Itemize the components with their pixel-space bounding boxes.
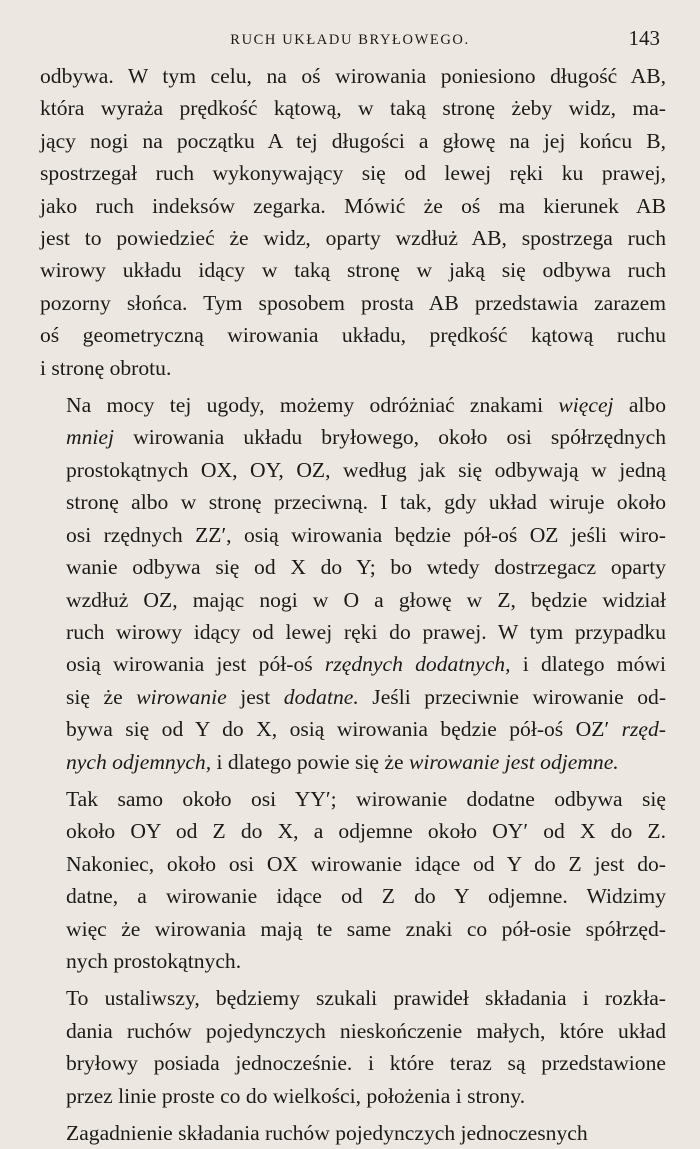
text-line <box>40 584 666 616</box>
text-line <box>40 190 666 222</box>
text-line <box>40 648 666 680</box>
italic-run: dodatne. <box>283 684 359 709</box>
italic-run: więcej <box>558 393 614 418</box>
text-line <box>40 60 666 92</box>
text-line <box>40 519 666 551</box>
text-run: datne, a wirowanie idące od Z do Y odjemne. Widzimy <box>66 884 666 909</box>
italic-run: mniej <box>66 425 114 450</box>
text-line <box>40 913 666 945</box>
text-line <box>40 157 666 189</box>
text-run: jący nogi na początku A tej długości a głowę na jej końcu B, <box>40 128 666 153</box>
text-line <box>40 746 666 778</box>
text-line <box>40 551 666 583</box>
text-run: osią wirowania jest pół-oś <box>66 652 325 677</box>
text-run: przez linie proste co do wielkości, położenia i strony. <box>66 1083 526 1108</box>
text-line <box>40 713 666 745</box>
paragraph <box>40 982 666 1112</box>
text-run: jest to powiedzieć że widz, oparty wzdłuż AB, spostrzega ruch <box>40 226 666 251</box>
text-run: bryłowy posiada jednocześnie. i które teraz są przedstawione <box>66 1051 666 1076</box>
text-run: nych prostokątnych. <box>66 948 242 973</box>
text-run: Zagadnienie składania ruchów pojedynczych jednoczesnych <box>66 1121 588 1145</box>
text-line <box>40 1117 666 1149</box>
text-line <box>40 1080 666 1112</box>
text-run: pozorny słońca. Tym sposobem prosta AB przedstawia zarazem <box>40 290 666 315</box>
text-run: Tak samo około osi YY′; wirowanie dodatne odbywa się <box>66 786 666 811</box>
italic-run: rzędnych dodatnych, <box>324 652 511 677</box>
text-line <box>40 352 666 384</box>
text-run: Na mocy tej ugody, możemy odróżniać znakami <box>66 393 559 418</box>
italic-run: wirowanie <box>136 684 227 709</box>
text-run: wzdłuż OZ, mając nogi w O a głowę w Z, będzie widział <box>66 587 666 612</box>
text-run: albo <box>613 393 666 418</box>
text-run: odbywa. W tym celu, na oś wirowania poniesiono długość AB, <box>40 64 666 88</box>
text-run: osi rzędnych ZZ′, osią wirowania będzie pół-oś OZ jeśli wiro- <box>66 522 666 547</box>
text-line <box>40 389 666 421</box>
text-run: Jeśli przeciwnie wirowanie od- <box>358 684 667 709</box>
text-line <box>40 783 666 815</box>
text-run: która wyraża prędkość kątową, w taką stronę żeby widz, ma- <box>40 96 666 121</box>
text-run: Nakoniec, około osi OX wirowanie idące od Y do Z jest do- <box>66 851 666 876</box>
text-run: wirowy układu idący w taką stronę w jaką się odbywa ruch <box>40 258 666 283</box>
paragraph <box>40 60 666 384</box>
text-line <box>40 454 666 486</box>
text-run: około OY od Z do X, a odjemne około OY′ od X do Z. <box>66 819 666 844</box>
text-run: ruch wirowy idący od lewej ręki do prawej. W tym przypadku <box>66 619 666 644</box>
text-run: oś geometryczną wirowania układu, prędkość kątową ruchu <box>40 323 666 348</box>
text-line <box>40 254 666 286</box>
text-run: się że <box>66 684 137 709</box>
text-line <box>40 92 666 124</box>
text-run: wirowania układu bryłowego, około osi spółrzędnych <box>113 425 666 450</box>
text-line <box>40 848 666 880</box>
text-line <box>40 319 666 351</box>
page-number: 143 <box>628 26 660 50</box>
text-line <box>40 945 666 977</box>
italic-run: wirowanie jest odjemne. <box>408 749 619 774</box>
text-run: prostokątnych OX, OY, OZ, według jak się odbywają w jedną <box>66 457 666 482</box>
paragraph <box>40 1117 666 1149</box>
paragraph <box>40 783 666 977</box>
text-run: stronę albo w stronę przeciwną. I tak, gdy układ wiruje około <box>66 490 666 515</box>
page-header <box>40 26 660 52</box>
running-title: RUCH UKŁADU BRYŁOWEGO. <box>230 32 470 48</box>
text-line <box>40 681 666 713</box>
text-line <box>40 125 666 157</box>
text-line <box>40 486 666 518</box>
text-run: jako ruch indeksów zegarka. Mówić że oś ma kierunek AB <box>40 193 666 218</box>
text-run: i dlatego mówi <box>510 652 666 677</box>
text-line <box>40 880 666 912</box>
paragraph <box>40 389 666 778</box>
text-run: jest <box>226 684 284 709</box>
text-run: i stronę obrotu. <box>40 355 172 380</box>
body-text <box>40 60 666 1149</box>
text-run: To ustaliwszy, będziemy szukali prawideł składania i rozkła- <box>66 986 666 1011</box>
text-run: dania ruchów pojedynczych nieskończenie małych, które układ <box>66 1018 666 1043</box>
italic-run: nych odjemnych, <box>66 749 212 774</box>
text-line <box>40 222 666 254</box>
text-line <box>40 1047 666 1079</box>
text-run: spostrzegał ruch wykonywający się od lewej ręki ku prawej, <box>40 161 666 186</box>
italic-run: rzęd- <box>621 717 666 742</box>
text-line <box>40 287 666 319</box>
text-run: więc że wirowania mają te same znaki co pół-osie spółrzęd- <box>66 916 666 941</box>
text-line <box>40 1015 666 1047</box>
text-run: i dlatego powie się że <box>211 749 409 774</box>
text-line <box>40 616 666 648</box>
text-line <box>40 815 666 847</box>
text-line <box>40 982 666 1014</box>
text-run: bywa się od Y do X, osią wirowania będzie pół-oś OZ′ <box>66 717 622 742</box>
text-line <box>40 421 666 453</box>
text-run: wanie odbywa się od X do Y; bo wtedy dostrzegacz oparty <box>66 555 666 580</box>
